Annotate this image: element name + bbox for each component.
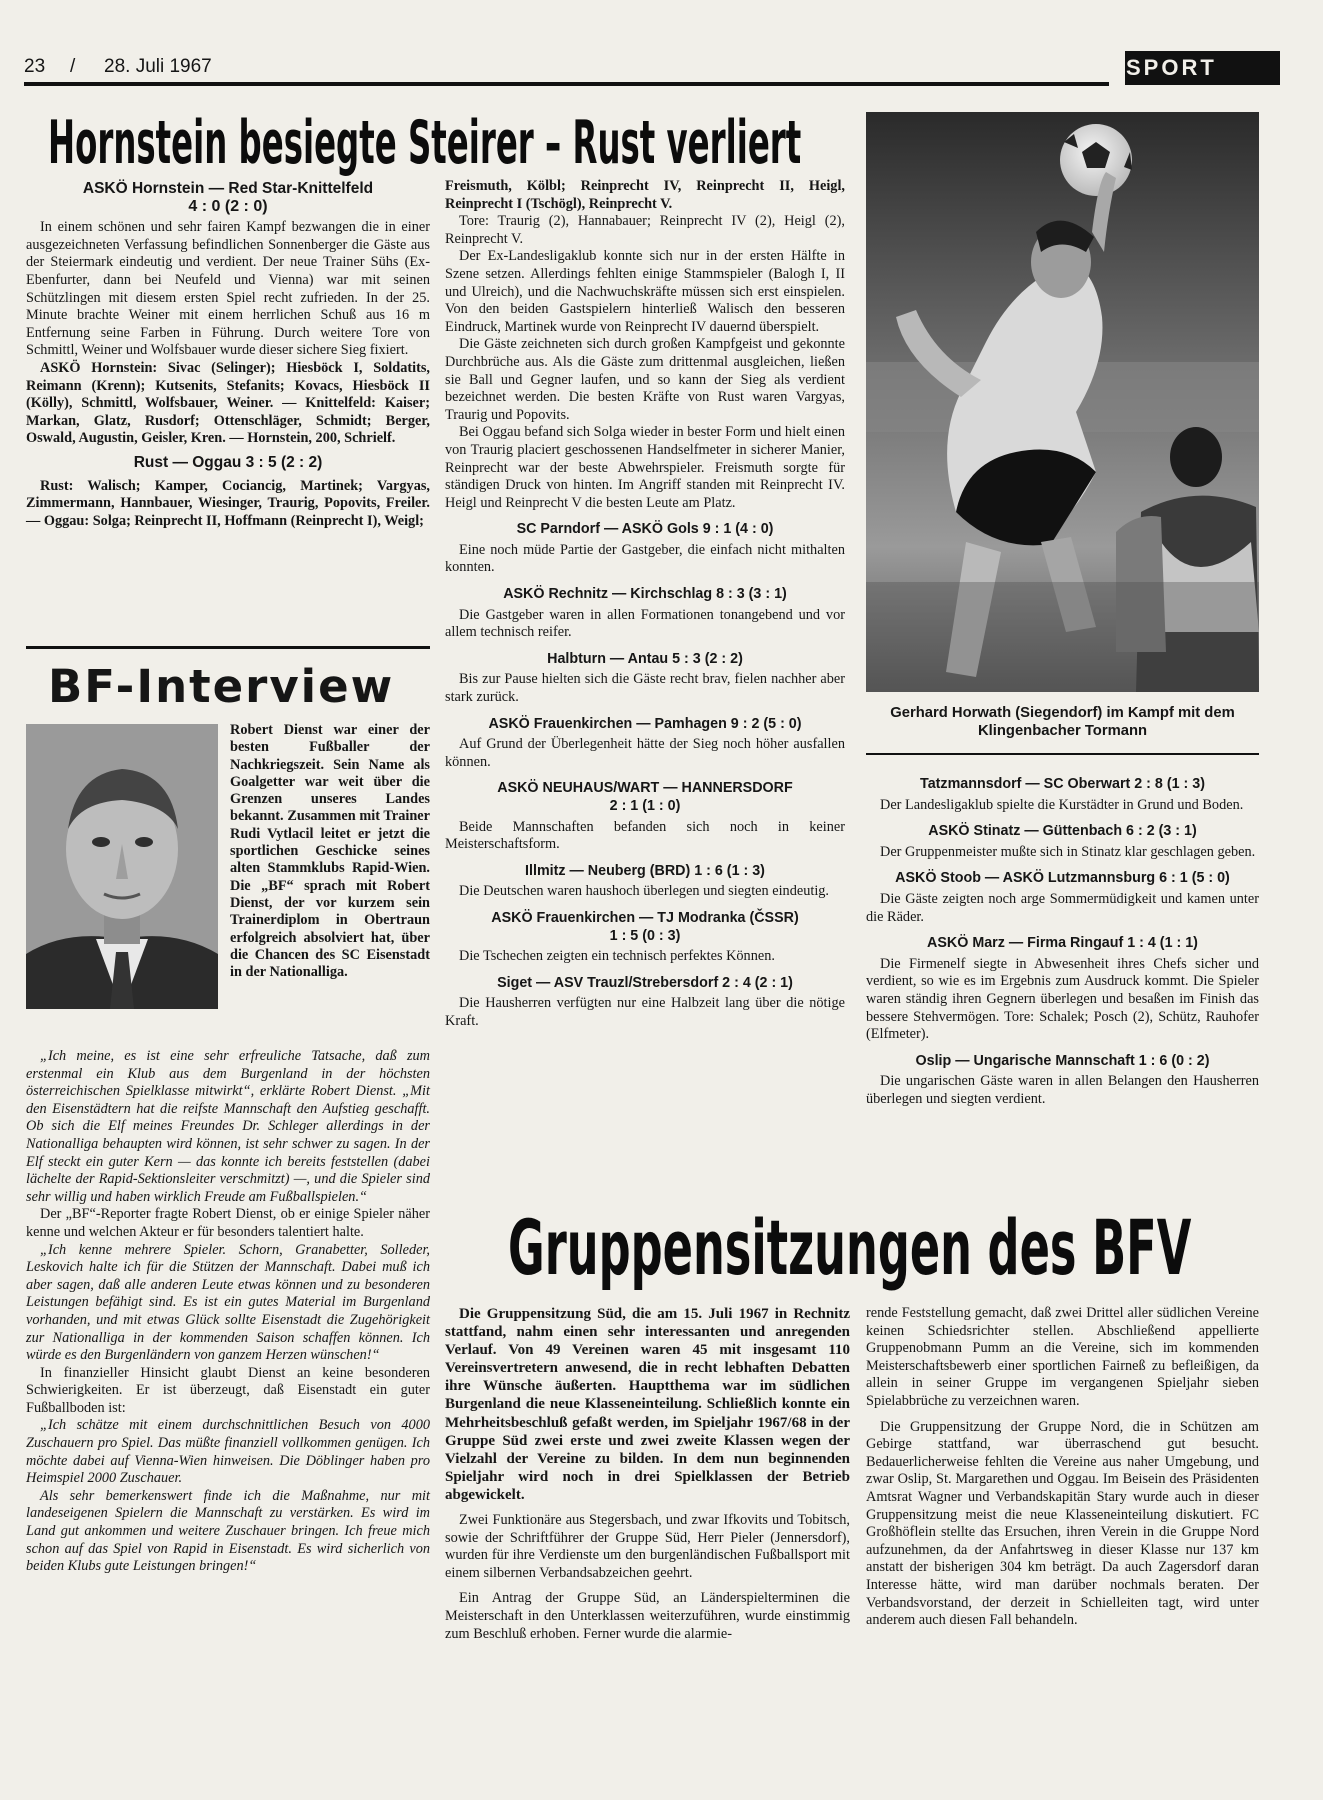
- match-report: Die Gastgeber waren in allen Formationen tonangebend und vor allem technisch reifer.: [445, 606, 845, 641]
- match-heading: Halbturn — Antau 5 : 3 (2 : 2): [547, 650, 743, 667]
- bfv-left: [445, 1305, 850, 1643]
- match-heading: Oslip — Ungarische Mannschaft 1 : 6 (0 : 2): [915, 1052, 1210, 1069]
- paragraph: Zwei Funktionäre aus Stegersbach, und zwar Ifkovits und Tobitsch, sowie der Schriftführer der Gruppe Süd, Herr Pieler (Jennersdorf), wurden für ihre Verdienste um den burgenländischen Fußballsport mit einem silbernen Verbandsabzeichen geehrt.: [445, 1512, 850, 1581]
- match-heading: ASKÖ Frauenkirchen — TJ Modranka (ČSSR): [491, 909, 799, 926]
- interview-quote: „Ich schätze mit einem durchschnittlichen Besuch von 4000 Zuschauern pro Spiel. Das müßte finanziell vollkommen genügen. Ich möchte dabei auf Vienna-Wien hinweisen. Die Döblinger haben pro Heimspiel 2000 Zuschauer.: [26, 1417, 430, 1487]
- divider-right: [866, 753, 1259, 755]
- match-heading: ASKÖ Rechnitz — Kirchschlag 8 : 3 (3 : 1): [503, 586, 787, 603]
- match-report: Die Hausherren verfügten nur eine Halbzeit lang über die nötige Kraft.: [445, 995, 845, 1029]
- match-report: Beide Mannschaften befanden sich noch in keiner Meisterschaftsform.: [445, 818, 845, 853]
- match-report: Die Tschechen zeigten ein technisch perfektes Können.: [459, 948, 775, 965]
- match-heading: Illmitz — Neuberg (BRD) 1 : 6 (1 : 3): [525, 862, 765, 879]
- match-report: Eine noch müde Partie der Gastgeber, die einfach nicht mithalten konnten.: [445, 541, 845, 576]
- issue-date: 28. Juli 1967: [104, 56, 212, 77]
- page-header: [24, 52, 1109, 84]
- article-rust-continued: [445, 178, 845, 1031]
- paragraph: Die Gruppensitzung der Gruppe Nord, die in Schützen am Gebirge stattfand, war überraschend gut besucht. Bedauerlicherweise fehlten die Vereine aus naher Umgebung, und zwar Oslip, St. Margarethen und Oggau. Im Beisein des Präsidenten Amtsrat Wagner und Verbandskapitän Stary wurde auch in dieser Gruppensitzung meist die neue Klasseneinteilung diskutiert. FC Großhöflein stellte das Ersuchen, ihren Verein in die Gruppe Nord aufzunehmen, da der Anfahrtsweg in dieser Klasse nur 137 km anstatt der bisherigen 304 km beträgt. Da auch Zagersdorf daran Interesse hätte, wird man darüber nochmals beraten. Der Verbandsvorstand, der derzeit in Schielleiten tagt, wird unter anderem auch diesen Fall behandeln.: [866, 1418, 1259, 1629]
- interview-quote: „Ich kenne mehrere Spieler. Schorn, Granabetter, Solleder, Leskovich halte ich für die Stützen der Mannschaft. Dabei muß ich aber sagen, daß alle anderen Leute etwas können und zu besonderen Leistungen befähigt sind. Es ist ein gutes Material im Burgenland vorhanden, und mit etwas Glück sollte Eisenstadt die Zugehörigkeit zur Nationalliga in der kommenden Saison schaffen können. Ich würde es den Burgenländern von ganzem Herzen wünschen!“: [26, 1241, 430, 1364]
- paragraph: Der Ex-Landesligaklub konnte sich nur in der ersten Hälfte in Szene setzen. Allerdings fehlten einige Stammspieler (Balogh I, II und Ulreich), und die Nachwuchskräfte müssen sich erst einspielen. Von den beiden Gastspielern hinterließ Walisch den besseren Eindruck, Martinek wurde von Reinprecht IV dauernd überspielt.: [445, 248, 845, 335]
- match-heading: ASKÖ Stinatz — Güttenbach 6 : 2 (3 : 1): [928, 823, 1197, 840]
- lineups-rust: Rust: Walisch; Kamper, Cociancig, Martinek; Vargyas, Zimmermann, Hannbauer, Wiesinger, Traurig, Popovits, Freiler. — Oggau: Solga; Reinprecht II, Hoffmann (Reinprecht I), Weigl;: [26, 477, 430, 529]
- interview-title: BF-Interview: [48, 660, 395, 713]
- paragraph: Bei Oggau befand sich Solga wieder in bester Form und hielt einen von Traurig placiert geschossenen Handselfmeter in sicherer Manier, Reinprecht war der beste Abwehrspieler. Freismuth sorgte für ständigen Druck von hinten. Im Angriff standen mit Reinprecht IV. Heigl und Reinprecht V die besten Leute am Platz.: [445, 424, 845, 511]
- lineups: ASKÖ Hornstein: Sivac (Selinger); Hiesböck I, Soldatits, Reimann (Krenn); Kutsenits, Stefanits; Kovacs, Hiesböck II (Kölly), Schmittl, Wolfsbauer, Weiner. — Knittelfeld: Kaiser; Markan, Glatz, Rusdorf; Ottenschläger, Schmidt; Berger, Oswald, Augustin, Geisler, Kren. — Hornstein, 200, Schrielf.: [26, 359, 430, 447]
- match-score: 2 : 1 (1 : 0): [609, 798, 681, 814]
- paragraph: Der „BF“-Reporter fragte Robert Dienst, ob er einige Spieler näher kenne und welchen Akteur er für besonders talentiert halte.: [26, 1206, 430, 1240]
- match-score: 1 : 5 (0 : 3): [609, 927, 681, 944]
- header-separator: /: [70, 56, 76, 77]
- paragraph: Die Gäste zeichneten sich durch großen Kampfgeist und gekonnte Durchbrüche aus. Als die Gäste zum drittenmal ausgleichen, ließen sie Ball und Gegner laufen, und so kann der Sieg als verdient bezeichnet werden. Die besten Kräfte von Rust waren Vargyas, Traurig und Popovits.: [445, 336, 845, 423]
- results-right: [866, 776, 1259, 1109]
- bfv-lead: Die Gruppensitzung Süd, die am 15. Juli 1967 in Rechnitz stattfand, nahm einen sehr interessanten und anregenden Verlauf. Von 49 Vereinen waren 45 mit insgesamt 110 Vereinsvertretern anwesend, die in recht lebhaften Debatten ihre Wünsche äußerten. Hauptthema war im südlichen Burgenland die neue Klasseneinteilung. Schließlich konnte ein Mehrheitsbeschluß gefaßt werden, im Spieljahr 1967/68 in der Gruppe Süd zwei erste und zwei zweite Klassen wegen der Vielzahl der Vereine zu bilden. In dem nun beginnenden Spieljahr wird noch in drei Spielklassen der Betrieb abgewickelt.: [445, 1306, 850, 1503]
- paragraph: rende Feststellung gemacht, daß zwei Drittel aller südlichen Vereine keinen Schiedsrichter stellen. Abschließend appellierte Gruppenobmann Pumm an die Vereine, sich im kommenden Meisterschaftsbewerb einer sportlichen Fairneß zu befleißigen, da allein in seiner Gruppe im vergangenen Spieljahr sieben Spielabbrüche zu verzeichnen waren.: [866, 1305, 1259, 1409]
- match-heading: ASKÖ Hornstein — Red Star-Knittelfeld: [82, 180, 374, 197]
- match-report: Die Gäste zeigten noch arge Sommermüdigkeit und kamen unter die Räder.: [866, 890, 1259, 925]
- match-heading: ASKÖ Frauenkirchen — Pamhagen 9 : 2 (5 : 0): [488, 715, 802, 732]
- paragraph: In finanzieller Hinsicht glaubt Dienst an keine besonderen Schwierigkeiten. Er ist überzeugt, daß Eisenstadt ein guter Fußballboden ist:: [26, 1364, 430, 1416]
- portrait-image: [26, 724, 218, 1009]
- football-scene-image: [866, 112, 1259, 692]
- match-report: Die Firmenelf siegte in Abwesenheit ihres Chefs sicher und verdient, so wie es im Ergebnis zum Ausdruck kommt. Die Spieler waren ständig ihren Gegnern überlegen und besaßen im Finish das bessere Stehvermögen. Tore: Schalek; Posch (2), Schütz, Rauhofer (Elfmeter).: [866, 955, 1259, 1043]
- match-heading: ASKÖ Stoob — ASKÖ Lutzmannsburg 6 : 1 (5 : 0): [895, 870, 1230, 887]
- match-report: In einem schönen und sehr fairen Kampf bezwangen die in einer ausgezeichneten Verfassung befindlichen Sonnenberger die Gäste aus der Steiermark eindeutig und verdient. Der neue Trainer Sühs (Ex-Ebenfurter, dann bei Neufeld und Vienna) war mit seinen Schützlingen mit diesem ersten Spiel recht zufrieden. In der 25. Minute brachte Weiner mit einem herrlichen Schuß aus 16 m Entfernung seine Farben in Führung. Durch weitere Tore von Schmittl, Weiner und Wolfsbauer wurde dieser sichere Sieg fixiert.: [26, 219, 430, 359]
- headline-bfv: Gruppensitzungen des BFV: [508, 1206, 1192, 1293]
- match-heading: Siget — ASV Trauzl/Strebersdorf 2 : 4 (2 : 1): [497, 974, 793, 991]
- match-heading: ASKÖ Marz — Firma Ringauf 1 : 4 (1 : 1): [927, 935, 1198, 952]
- page-number: 23: [24, 56, 46, 77]
- paragraph: Ein Antrag der Gruppe Süd, an Länderspielterminen die Meisterschaft in den Unterklassen weiterzuführen, wurde einstimmig zum Beschluß erhoben. Ferner wurde die alarmie-: [445, 1590, 850, 1642]
- match-photo: [866, 112, 1259, 692]
- interview-body: [26, 1048, 430, 1576]
- headline-hornstein: Hornstein besiegte Steirer – Rust verliert: [48, 108, 802, 178]
- bfv-right: [866, 1305, 1259, 1630]
- portrait-photo: [26, 724, 218, 1009]
- interview-intro: Robert Dienst war einer der besten Fußballer der Nachkriegszeit. Sein Name als Goalgetter war weit über die Grenzen unseres Landes bekannt. Zusammen mit Trainer Rudi Vytlacil leitet er jetzt die sportlichen Geschicke seines alten Stammklubs Rapid-Wien. Die „BF“ sprach mit Robert Dienst, der vor kurzem sein Trainerdiplom in Obertraun erfolgreich absolviert hat, über die Chancen des SC Eisenstadt in der Nationalliga.: [230, 722, 430, 981]
- match-report: Die ungarischen Gäste waren in allen Belangen den Hausherren überlegen und siegten verdient.: [866, 1073, 1259, 1107]
- photo-caption: Gerhard Horwath (Siegendorf) im Kampf mit dem Klingenbacher Tormann: [890, 705, 1235, 739]
- interview-quote: Als sehr bemerkenswert finde ich die Maßnahme, nur mit landeseigenen Spielern die Mannschaft zu verstärken. Es wird im Land gut ankommen und weitere Zuschauer bringen. Ich freue mich schon auf das Spiel von Rapid in Eisenstadt. Es wird sicherlich von beiden Klubs gute Leistungen bringen!“: [26, 1487, 430, 1575]
- match-report: Bis zur Pause hielten sich die Gäste recht brav, fielen nachher aber stark zurück.: [445, 671, 845, 706]
- match-report: Der Landesligaklub spielte die Kurstädter in Grund und Boden.: [880, 796, 1244, 813]
- match-heading-rust: Rust — Oggau 3 : 5 (2 : 2): [133, 453, 323, 471]
- match-report: Der Gruppenmeister mußte sich in Stinatz klar geschlagen geben.: [880, 843, 1256, 860]
- match-report: Auf Grund der Überlegenheit hätte der Sieg noch höher ausfallen können.: [445, 736, 845, 770]
- lineups-continued: Freismuth, Kölbl; Reinprecht IV, Reinprecht II, Heigl, Reinprecht I (Tschögl), Reinprecht V.: [445, 178, 845, 212]
- match-heading: Tatzmannsdorf — SC Oberwart 2 : 8 (1 : 3): [920, 776, 1205, 792]
- match-score: 4 : 0 (2 : 0): [188, 197, 268, 215]
- divider-left: [26, 646, 430, 649]
- match-report: Die Deutschen waren haushoch überlegen und siegten eindeutig.: [459, 883, 830, 900]
- header-rule: [24, 82, 1109, 86]
- interview-quote: „Ich meine, es ist eine sehr erfreuliche Tatsache, daß zum erstenmal ein Klub aus dem Burgenland in der höchsten österreichischen Spielklasse mitwirkt“, erklärte Robert Dienst. „Mit den Eisenstädtern hat die reifste Mannschaft den Aufstieg geschafft. Ob sich die Elf meines Freundes Dr. Schleger allerdings in der Nationalliga behaupten wird können, ist sehr schwer zu sagen. In der Elf steckt ein guter Kern — das konnte ich bereits feststellen (dabei lächelte der Rapid-Sektionsleiter verschmitzt) —, und die Spieler sind sehr willig und haben wirklich Freude am Fußballspielen.“: [26, 1048, 430, 1205]
- article-hornstein: [26, 180, 430, 530]
- match-heading: SC Parndorf — ASKÖ Gols 9 : 1 (4 : 0): [516, 521, 774, 538]
- match-heading: ASKÖ NEUHAUS/WART — HANNERSDORF: [497, 780, 793, 797]
- section-title: SPORT: [1126, 55, 1217, 80]
- goals: Tore: Traurig (2), Hannabauer; Reinprecht IV (2), Heigl (2), Reinprecht V.: [445, 213, 845, 247]
